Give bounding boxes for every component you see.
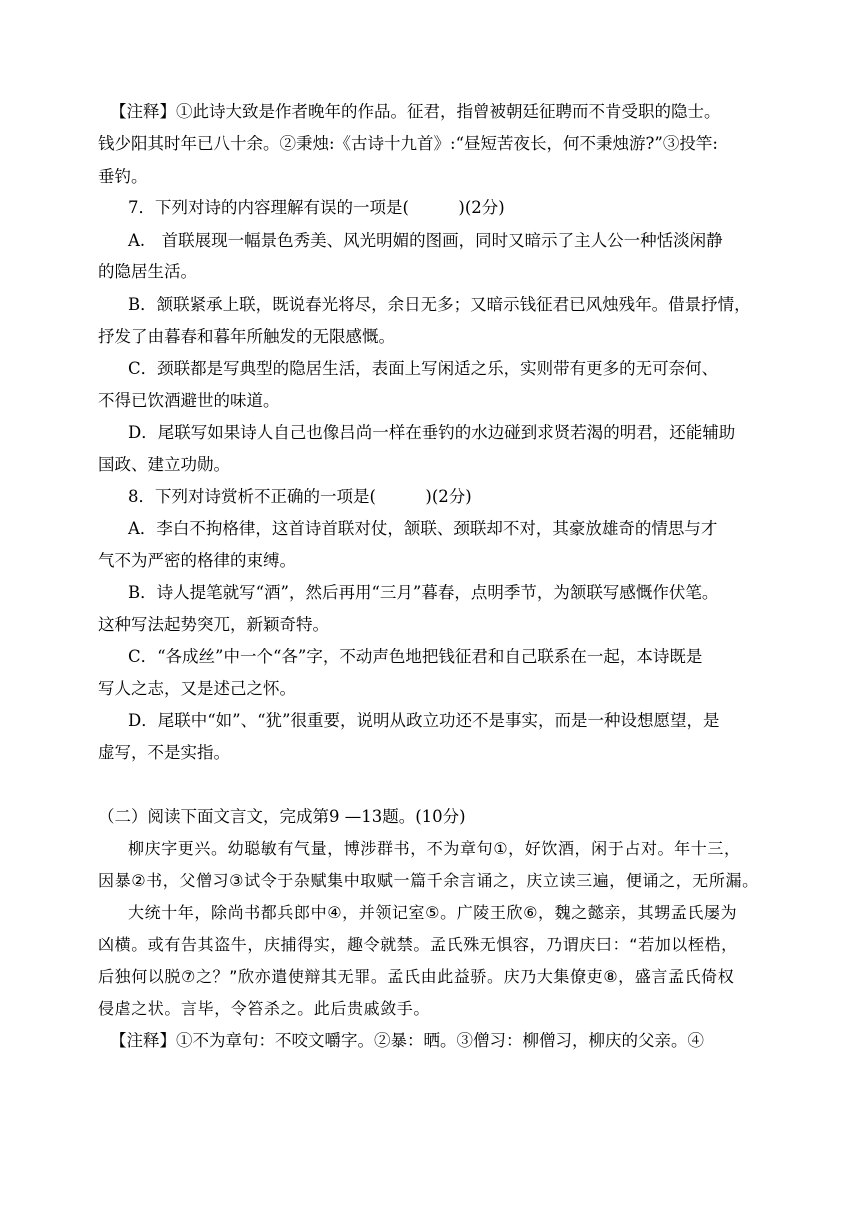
text-line: 的隐居生活。 (98, 262, 197, 281)
text-line: 写人之志，又是述己之怀。 (98, 679, 296, 698)
text-line: 抒发了由暮春和暮年所触发的无限感慨。 (98, 327, 395, 346)
text-line: 【注释】①此诗大致是作者晚年的作品。征君，指曾被朝廷征聘而不肯受职的隐士。 (110, 102, 721, 121)
text-line: 虚写，不是实指。 (98, 743, 230, 762)
text-line: B．诗人提笔就写“酒”，然后再用“三月”暮春，点明季节，为颔联写感慨作伏笔。 (128, 583, 719, 602)
text-line: C．“各成丝”中一个“各”字，不动声色地把钱征君和自己联系在一起，本诗既是 (128, 647, 703, 666)
text-line: A．李白不拘格律，这首诗首联对仗，颔联、颈联却不对，其豪放雄奇的情思与才 (128, 519, 718, 538)
text-line: 侵虐之状。言毕，令笞杀之。此后贵戚敛手。 (98, 999, 431, 1018)
text-line: 凶横。或有告其盗牛，庆捕得实，趣令就禁。孟氏殊无惧容，乃谓庆曰：“若加以桎梏， (98, 935, 738, 954)
text-line: 【注释】①不为章句：不咬文嚼字。②暴：晒。③僧习：柳僧习，柳庆的父亲。④ (110, 1031, 704, 1050)
text-line: 后独何以脱⑦之？”欣亦遣使辩其无罪。孟氏由此益骄。庆乃大集僚吏⑧，盛言孟氏倚权 (98, 967, 735, 986)
text-line: 这种写法起势突兀，新颖奇特。 (98, 615, 329, 634)
text-line: A. 首联展现一幅景色秀美、风光明媚的图画，同时又暗示了主人公一种恬淡闲静 (128, 231, 723, 250)
text-line: 国政、建立功勋。 (98, 455, 230, 474)
text-line: B．颔联紧承上联，既说春光将尽，余日无多；又暗示钱征君已风烛残年。借景抒情， (128, 295, 751, 314)
text-line: 钱少阳其时年已八十余。②秉烛:《古诗十九首》:“昼短苦夜长，何不秉烛游?”③投竿: (98, 134, 718, 153)
text-line: 垂钓。 (98, 167, 148, 186)
text-line: 柳庆字更兴。幼聪敏有气量，博涉群书，不为章句①，好饮酒，闲于占对。年十三， (128, 839, 741, 858)
text-line: 7．下列对诗的内容理解有误的一项是( )(2分) (128, 198, 505, 217)
text-line: 因暴②书，父僧习③试令于杂赋集中取赋一篇千余言诵之，庆立读三遍，便诵之，无所漏。 (98, 871, 759, 890)
text-line: 不得已饮酒避世的味道。 (98, 391, 280, 410)
text-line: C．颈联都是写典型的隐居生活，表面上写闲适之乐，实则带有更多的无可奈何、 (128, 359, 719, 378)
text-line: D．尾联写如果诗人自己也像吕尚一样在垂钓的水边碰到求贤若渴的明君，还能辅助 (128, 423, 736, 442)
text-line: （二）阅读下面文言文，完成第9 —13题。(10分) (98, 807, 466, 826)
text-line: 8．下列对诗赏析不正确的一项是( )(2分) (128, 487, 472, 506)
text-line: 气不为严密的格律的束缚。 (98, 551, 296, 570)
text-line: 大统十年，除尚书都兵郎中④，并领记室⑤。广陵王欣⑥，魏之懿亲，其甥孟氏屡为 (128, 903, 738, 922)
text-line: D．尾联中“如”、“犹”很重要，说明从政立功还不是事实，而是一种设想愿望，是 (128, 711, 720, 730)
